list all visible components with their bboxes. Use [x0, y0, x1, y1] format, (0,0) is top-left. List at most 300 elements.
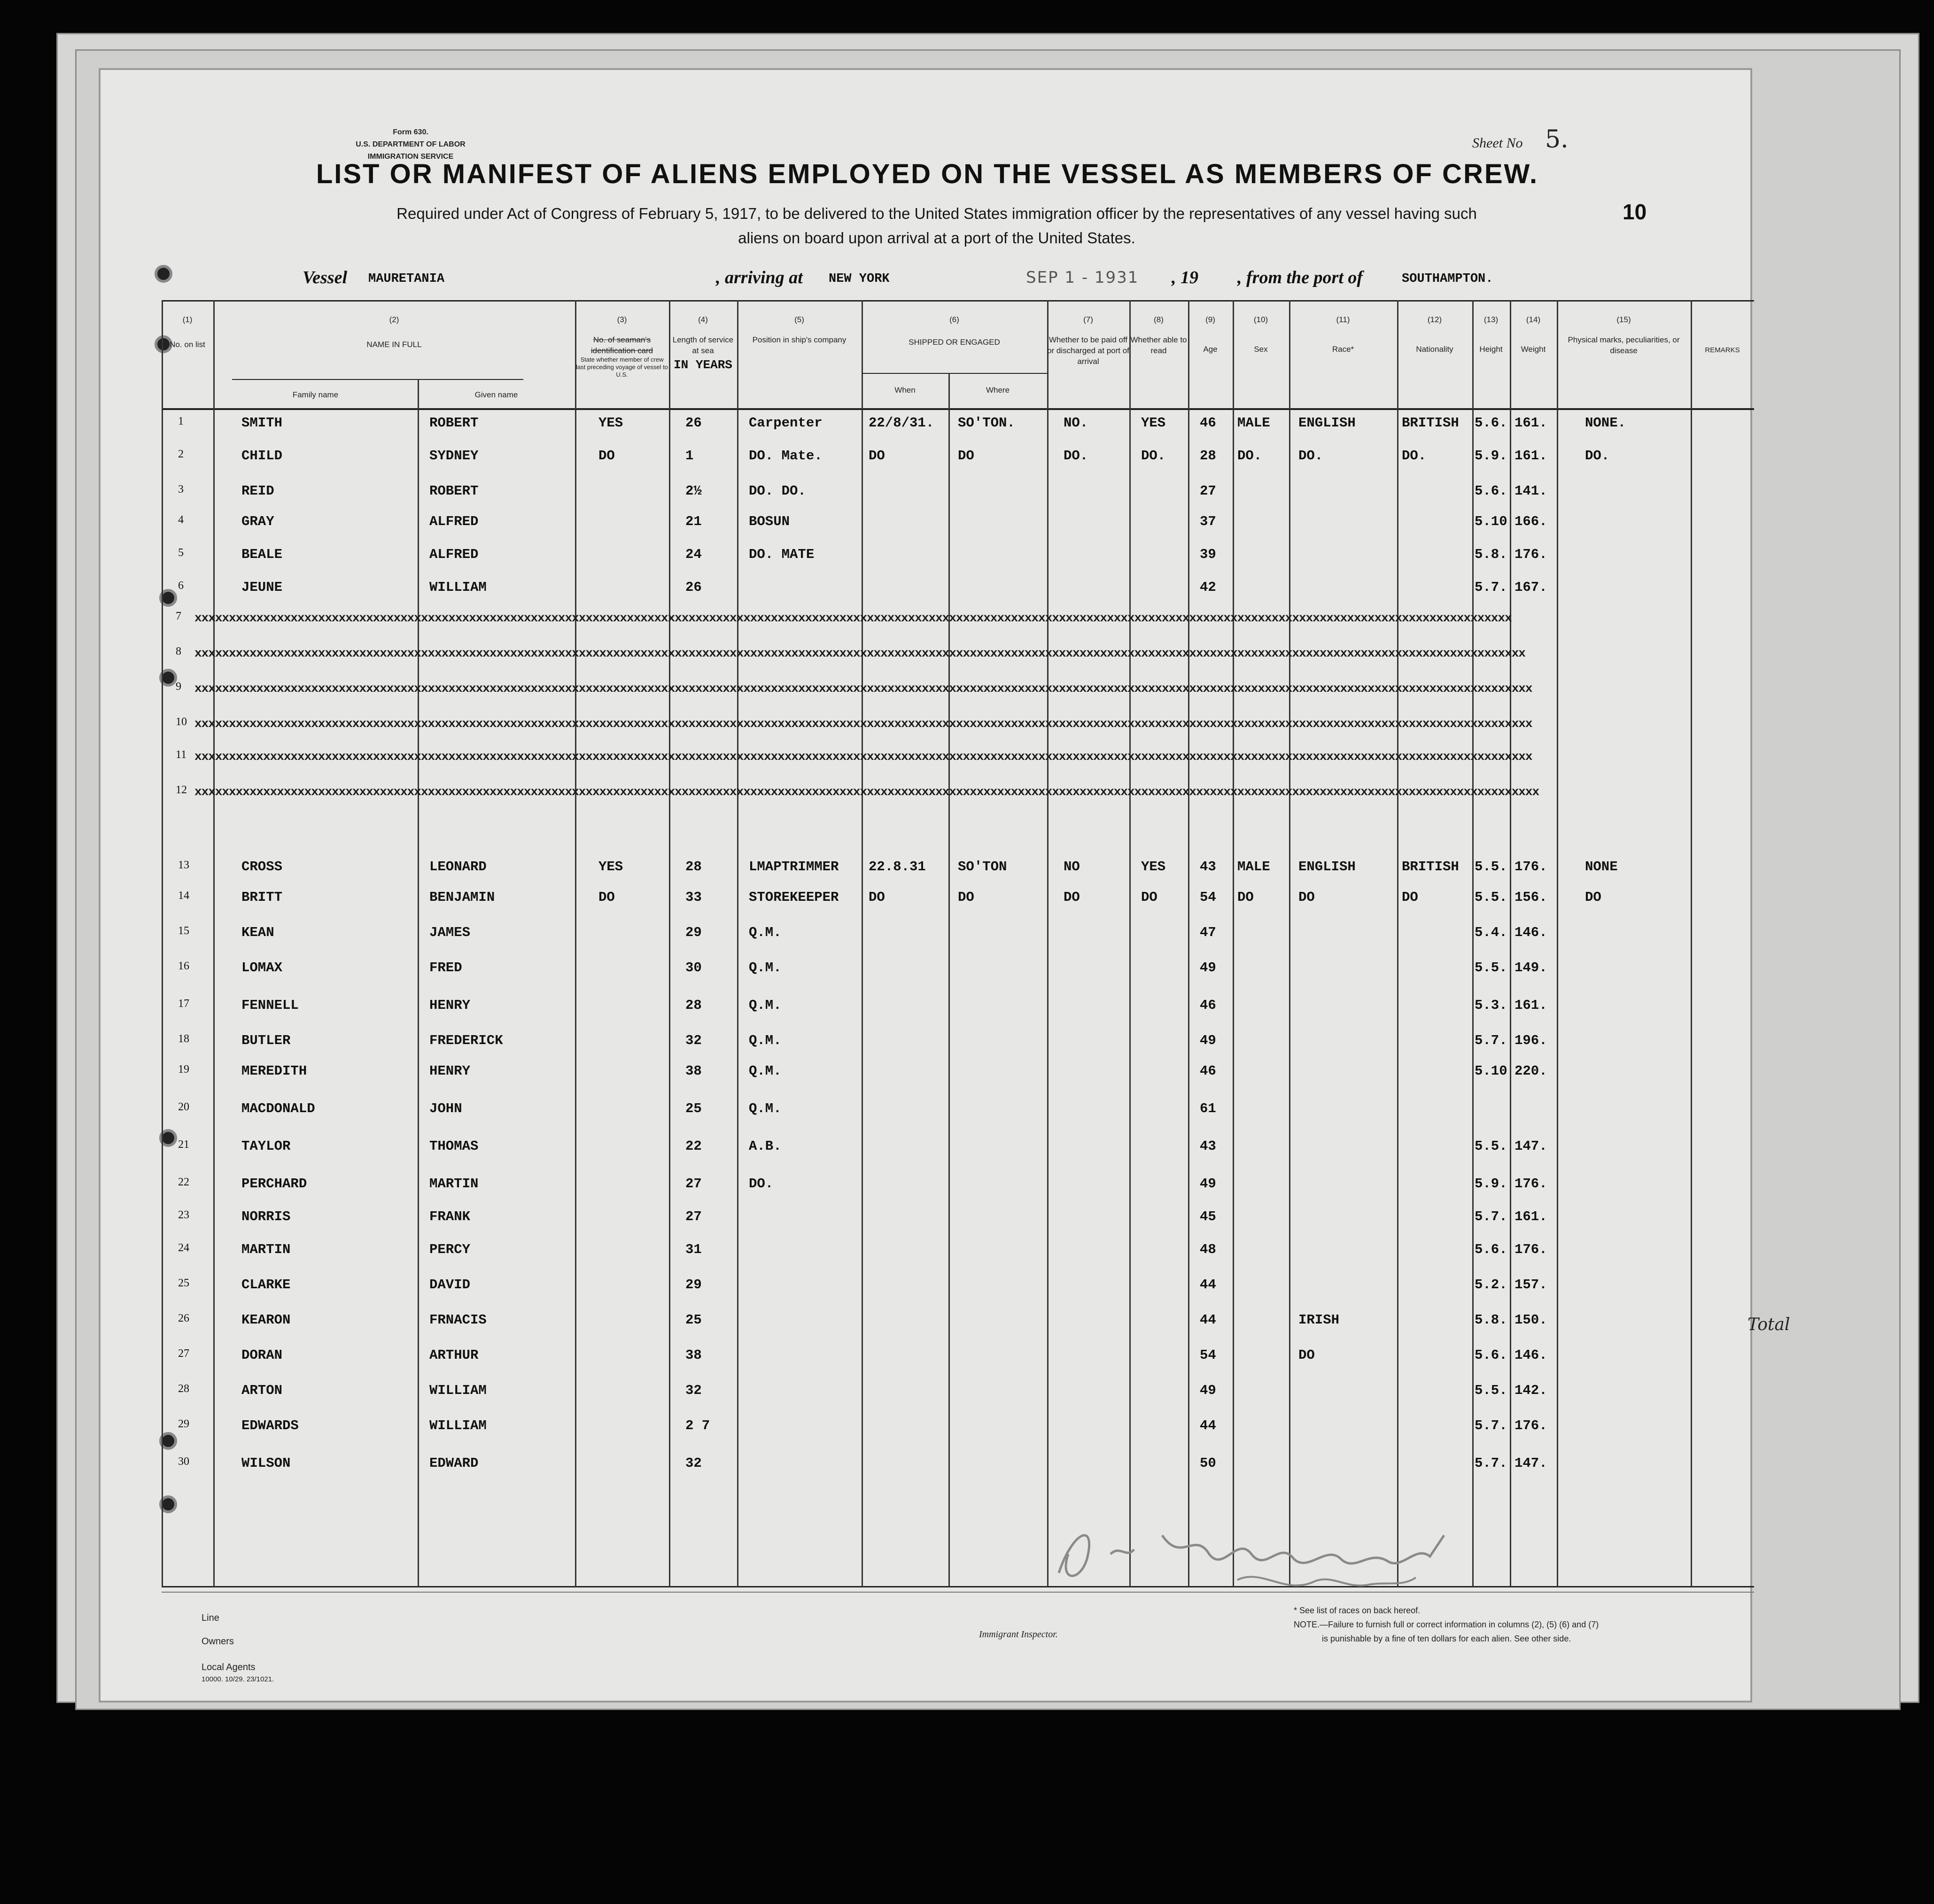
cell-position: Q.M. — [749, 1101, 782, 1116]
cell-position: Q.M. — [749, 998, 782, 1013]
sheet-number — [1472, 125, 1569, 154]
cell-no: 2 — [178, 448, 184, 460]
cell-read: DO — [1141, 890, 1157, 905]
cell-given: FRED — [429, 960, 462, 975]
cell-given: ALFRED — [429, 547, 479, 562]
cell-service: 25 — [685, 1312, 702, 1328]
cell-family: KEARON — [241, 1312, 291, 1328]
department: U.S. DEPARTMENT OF LABOR — [356, 140, 466, 148]
footer-inspector-label: Immigrant Inspector. — [979, 1629, 1058, 1640]
cell-nationality: BRITISH — [1402, 415, 1459, 431]
table-row — [101, 1209, 1754, 1237]
cell-age: 43 — [1200, 859, 1216, 875]
cell-no: 5 — [178, 547, 184, 559]
cell-family: DORAN — [241, 1347, 283, 1363]
cell-no: 29 — [178, 1418, 189, 1430]
col3-label: No. of seaman's identification card — [590, 335, 653, 355]
cell-given: JAMES — [429, 925, 471, 940]
cell-family: EDWARDS — [241, 1418, 299, 1433]
cell-family: BRITT — [241, 890, 283, 905]
form-info — [312, 126, 509, 163]
cell-age: 44 — [1200, 1312, 1216, 1328]
cell-given: HENRY — [429, 998, 471, 1013]
footer-agents-label: Local Agents — [202, 1662, 256, 1672]
cell-position: LMAPTRIMMER — [749, 859, 839, 875]
cell-no: 27 — [178, 1347, 189, 1360]
col9-label: Age — [1203, 345, 1218, 354]
table-row — [101, 415, 1754, 443]
col5-label: Position in ship's company — [752, 335, 847, 344]
cell-position: Q.M. — [749, 960, 782, 975]
table-row — [101, 1033, 1754, 1061]
cell-given: ALFRED — [429, 514, 479, 529]
cell-where: DO — [958, 890, 974, 905]
footer-rule — [162, 1592, 1754, 1593]
cell-family: BEALE — [241, 547, 283, 562]
cell-given: ROBERT — [429, 415, 479, 431]
table-row — [101, 514, 1754, 542]
cell-service: 32 — [685, 1383, 702, 1398]
cell-when: DO — [869, 890, 885, 905]
cell-age: 49 — [1200, 960, 1216, 975]
cell-age: 54 — [1200, 1347, 1216, 1363]
cell-given: JOHN — [429, 1101, 462, 1116]
cell-race: IRISH — [1298, 1312, 1340, 1328]
cell-weight: 166. — [1515, 514, 1547, 529]
cell-height: 5.5. — [1475, 1138, 1507, 1154]
cell-position: A.B. — [749, 1138, 782, 1154]
col12-number: (12) — [1427, 315, 1442, 324]
vessel-line — [303, 267, 1524, 294]
cell-service: 2½ — [685, 483, 702, 499]
cell-service: 28 — [685, 998, 702, 1013]
cell-no: 19 — [178, 1063, 189, 1076]
cell-weight: 161. — [1515, 448, 1547, 464]
cell-position: DO. MATE — [749, 547, 815, 562]
cell-height: 5.6. — [1475, 415, 1507, 431]
struck-row-xline: xxxxxxxxxxxxxxxxxxxxxxxxxxxxxxxxxxxxxxxxxxxxxxxxxxxxxxxxxxxxxxxxxxxxxxxxxxxxxxxxxxxxxxxxxxxxxxxxxxxxxxxxxxxxxxxxxxxxxxxxxxxxxxxxxxxxxxxxxxxxxxxxxxxxxxxxxxxxxxxxxxxxxxxxxxxxxxxxxxxxxxxxxxxxxxxxxxx — [194, 717, 1532, 731]
cell-marks: DO. — [1585, 448, 1610, 464]
cell-family: JEUNE — [241, 580, 283, 595]
cell-weight: 220. — [1515, 1063, 1547, 1079]
table-row — [101, 1312, 1754, 1340]
table-row — [101, 1101, 1754, 1129]
cell-height: 5.5. — [1475, 1383, 1507, 1398]
vessel-name: MAURETANIA — [368, 272, 445, 286]
form-number: Form 630. — [393, 128, 428, 136]
footer-owners-label: Owners — [202, 1636, 234, 1647]
subheader-rule — [862, 373, 1047, 374]
col13-label: Height — [1479, 345, 1503, 354]
cell-card: DO — [598, 890, 615, 905]
cell-age: 48 — [1200, 1242, 1216, 1257]
cell-service: 31 — [685, 1242, 702, 1257]
cell-position: Q.M. — [749, 925, 782, 940]
cell-service: 27 — [685, 1176, 702, 1192]
cell-read: YES — [1141, 415, 1166, 431]
footer-races-note: * See list of races on back hereof. — [1294, 1606, 1421, 1615]
cell-service: 1 — [685, 448, 694, 464]
cell-service: 2 7 — [685, 1418, 710, 1433]
cell-family: TAYLOR — [241, 1138, 291, 1154]
struck-row-number: 7 — [176, 610, 181, 622]
arriving-label: , arriving at — [716, 268, 803, 287]
subtitle-line-2: aliens on board upon arrival at a port of the United States. — [738, 229, 1135, 247]
cell-height: 5.8. — [1475, 547, 1507, 562]
punch-hole — [155, 265, 172, 283]
table-top-rule — [162, 300, 1754, 302]
cell-given: DAVID — [429, 1277, 471, 1293]
cell-nationality: DO. — [1402, 448, 1427, 464]
table-row — [101, 1277, 1754, 1305]
cell-age: 46 — [1200, 1063, 1216, 1079]
cell-family: MARTIN — [241, 1242, 291, 1257]
cell-family: LOMAX — [241, 960, 283, 975]
cell-weight: 141. — [1515, 483, 1547, 499]
cell-sex: DO. — [1237, 448, 1262, 464]
struck-row-number: 10 — [176, 716, 187, 728]
cell-service: 27 — [685, 1209, 702, 1224]
year-label: , 19 — [1172, 268, 1198, 287]
cell-family: CROSS — [241, 859, 283, 875]
cell-no: 17 — [178, 998, 189, 1010]
cell-no: 6 — [178, 580, 184, 592]
cell-marks: NONE — [1585, 859, 1618, 875]
cell-position: DO. DO. — [749, 483, 806, 499]
col2-label: NAME IN FULL — [366, 340, 422, 349]
cell-family: PERCHARD — [241, 1176, 307, 1192]
cell-age: 50 — [1200, 1455, 1216, 1471]
cell-when: 22.8.31 — [869, 859, 926, 875]
col13-number: (13) — [1484, 315, 1499, 324]
cell-age: 44 — [1200, 1277, 1216, 1293]
cell-age: 27 — [1200, 483, 1216, 499]
cell-service: 29 — [685, 925, 702, 940]
from-port: SOUTHAMPTON. — [1402, 272, 1493, 286]
cell-service: 25 — [685, 1101, 702, 1116]
col2-header — [213, 314, 575, 350]
table-row — [101, 448, 1754, 476]
cell-service: 26 — [685, 580, 702, 595]
cell-height: 5.7. — [1475, 1033, 1507, 1048]
struck-row-number: 11 — [176, 749, 187, 761]
cell-height: 5.10 — [1475, 514, 1507, 529]
cell-no: 20 — [178, 1101, 189, 1113]
col14-label: Weight — [1521, 345, 1546, 354]
cell-given: LEONARD — [429, 859, 487, 875]
from-label: , from the port of — [1237, 268, 1363, 287]
cell-weight: 161. — [1515, 415, 1547, 431]
cell-service: 28 — [685, 859, 702, 875]
table-row — [101, 998, 1754, 1026]
cell-position: STOREKEEPER — [749, 890, 839, 905]
cell-nationality: DO — [1402, 890, 1418, 905]
cell-given: WILLIAM — [429, 580, 487, 595]
cell-no: 14 — [178, 890, 189, 902]
col4-number: (4) — [698, 315, 708, 324]
cell-height: 5.7. — [1475, 580, 1507, 595]
cell-weight: 146. — [1515, 925, 1547, 940]
cell-weight: 176. — [1515, 1176, 1547, 1192]
col3-header — [575, 314, 669, 379]
cell-card: DO — [598, 448, 615, 464]
col6-when-header: When — [894, 386, 916, 395]
table-row — [101, 960, 1754, 988]
col11-header — [1289, 314, 1397, 355]
cell-sex: DO — [1237, 890, 1254, 905]
cell-height: 5.6. — [1475, 1347, 1507, 1363]
cell-height: 5.5. — [1475, 859, 1507, 875]
cell-height: 5.7. — [1475, 1209, 1507, 1224]
cell-given: ARTHUR — [429, 1347, 479, 1363]
cell-weight: 146. — [1515, 1347, 1547, 1363]
cell-weight: 176. — [1515, 547, 1547, 562]
table-row — [101, 547, 1754, 575]
table-row — [101, 1418, 1754, 1446]
cell-family: ARTON — [241, 1383, 283, 1398]
cell-height: 5.5. — [1475, 890, 1507, 905]
cell-weight: 147. — [1515, 1138, 1547, 1154]
cell-no: 30 — [178, 1455, 189, 1468]
sheet-label: Sheet No — [1472, 135, 1523, 151]
cell-weight: 150. — [1515, 1312, 1547, 1328]
cell-family: MEREDITH — [241, 1063, 307, 1079]
footer-note-1: NOTE.—Failure to furnish full or correct information in columns (2), (5) (6) and (7) — [1294, 1620, 1599, 1629]
col4-label: Length of service at sea — [672, 335, 734, 355]
cell-weight: 161. — [1515, 1209, 1547, 1224]
cell-race: DO. — [1298, 448, 1323, 464]
subheader-rule — [232, 379, 523, 380]
cell-no: 25 — [178, 1277, 189, 1289]
table-row — [101, 1242, 1754, 1270]
cell-service: 24 — [685, 547, 702, 562]
cell-no: 15 — [178, 925, 189, 937]
cell-age: 45 — [1200, 1209, 1216, 1224]
cell-given: WILLIAM — [429, 1418, 487, 1433]
cell-no: 23 — [178, 1209, 189, 1221]
col8-label: Whether able to read — [1130, 335, 1187, 355]
col8-number: (8) — [1154, 315, 1164, 324]
struck-row-xline: xxxxxxxxxxxxxxxxxxxxxxxxxxxxxxxxxxxxxxxxxxxxxxxxxxxxxxxxxxxxxxxxxxxxxxxxxxxxxxxxxxxxxxxxxxxxxxxxxxxxxxxxxxxxxxxxxxxxxxxxxxxxxxxxxxxxxxxxxxxxxxxxxxxxxxxxxxxxxxxxxxxxxxxxxxxxxxxxxxxxxxxxxxxxxxxx — [194, 611, 1512, 625]
cell-height: 5.2. — [1475, 1277, 1507, 1293]
cell-height: 5.3. — [1475, 998, 1507, 1013]
arriving-port: NEW YORK — [829, 272, 890, 286]
struck-row-xline: xxxxxxxxxxxxxxxxxxxxxxxxxxxxxxxxxxxxxxxxxxxxxxxxxxxxxxxxxxxxxxxxxxxxxxxxxxxxxxxxxxxxxxxxxxxxxxxxxxxxxxxxxxxxxxxxxxxxxxxxxxxxxxxxxxxxxxxxxxxxxxxxxxxxxxxxxxxxxxxxxxxxxxxxxxxxxxxxxxxxxxxxxxxxxxxxxxxx — [194, 785, 1539, 799]
vessel-label: Vessel — [303, 268, 347, 287]
cell-weight: 176. — [1515, 1242, 1547, 1257]
cell-read: DO. — [1141, 448, 1166, 464]
cell-nationality: BRITISH — [1402, 859, 1459, 875]
cell-sex: MALE — [1237, 415, 1270, 431]
cell-age: 46 — [1200, 415, 1216, 431]
struck-row-number: 12 — [176, 784, 187, 796]
cell-family: CHILD — [241, 448, 283, 464]
table-row — [101, 890, 1754, 918]
cell-age: 49 — [1200, 1033, 1216, 1048]
col4-header — [669, 314, 737, 371]
col11-number: (11) — [1336, 315, 1350, 324]
table-row — [101, 580, 1754, 608]
cell-height: 5.7. — [1475, 1455, 1507, 1471]
cell-race: ENGLISH — [1298, 859, 1356, 875]
cell-service: 32 — [685, 1455, 702, 1471]
cell-family: SMITH — [241, 415, 283, 431]
cell-position: DO. — [749, 1176, 774, 1192]
cell-weight: 167. — [1515, 580, 1547, 595]
col6-number: (6) — [949, 315, 959, 324]
cell-given: WILLIAM — [429, 1383, 487, 1398]
col1-number: (1) — [182, 315, 193, 324]
cell-no: 3 — [178, 483, 184, 495]
col10-header — [1233, 314, 1289, 355]
cell-family: WILSON — [241, 1455, 291, 1471]
cell-service: 38 — [685, 1063, 702, 1079]
col10-label: Sex — [1254, 345, 1268, 354]
struck-row-number: 8 — [176, 645, 181, 658]
page-subtitle — [288, 201, 1585, 250]
cell-paid: DO. — [1064, 448, 1088, 464]
cell-where: SO'TON — [958, 859, 1007, 875]
cell-weight: 149. — [1515, 960, 1547, 975]
cell-no: 1 — [178, 415, 184, 427]
cell-family: FENNELL — [241, 998, 299, 1013]
cell-race: DO — [1298, 1347, 1315, 1363]
col12-header — [1397, 314, 1472, 355]
inspector-signature — [1040, 1502, 1486, 1601]
footer-line-label: Line — [202, 1613, 219, 1623]
cell-marks: DO — [1585, 890, 1601, 905]
col9-header — [1188, 314, 1233, 355]
table-row — [101, 859, 1754, 887]
cell-height: 5.5. — [1475, 960, 1507, 975]
cell-height: 5.9. — [1475, 1176, 1507, 1192]
cell-paid: NO — [1064, 859, 1080, 875]
cell-position: Carpenter — [749, 415, 823, 431]
cell-service: 29 — [685, 1277, 702, 1293]
table-row — [101, 925, 1754, 953]
cell-family: MACDONALD — [241, 1101, 315, 1116]
cell-no: 21 — [178, 1138, 189, 1151]
col6-where-header: Where — [986, 386, 1010, 395]
subtitle-line-1: Required under Act of Congress of February 5, 1917, to be delivered to the United States immigration officer by the representatives of any vessel having such — [396, 205, 1477, 222]
cell-age: 46 — [1200, 998, 1216, 1013]
col15-label: Physical marks, peculiarities, or disease — [1568, 335, 1680, 355]
manifest-sheet — [99, 68, 1752, 1703]
cell-age: 54 — [1200, 890, 1216, 905]
col3-note: State whether member of crew last preceding voyage of vessel to U.S. — [576, 356, 668, 378]
col14-header — [1510, 314, 1557, 355]
cell-sex: MALE — [1237, 859, 1270, 875]
struck-row-xline: xxxxxxxxxxxxxxxxxxxxxxxxxxxxxxxxxxxxxxxxxxxxxxxxxxxxxxxxxxxxxxxxxxxxxxxxxxxxxxxxxxxxxxxxxxxxxxxxxxxxxxxxxxxxxxxxxxxxxxxxxxxxxxxxxxxxxxxxxxxxxxxxxxxxxxxxxxxxxxxxxxxxxxxxxxxxxxxxxxxxxxxxxxxxxxxxxx — [194, 646, 1525, 660]
col10-number: (10) — [1253, 315, 1268, 324]
cell-height: 5.6. — [1475, 483, 1507, 499]
cell-given: EDWARD — [429, 1455, 479, 1471]
total-label: Total — [1748, 1315, 1790, 1334]
col4-years: IN YEARS — [674, 358, 732, 372]
cell-weight: 156. — [1515, 890, 1547, 905]
col2-given-header: Given name — [474, 390, 518, 399]
col13-header — [1472, 314, 1510, 355]
cell-card: YES — [598, 859, 623, 875]
cell-when: 22/8/31. — [869, 415, 934, 431]
cell-age: 39 — [1200, 547, 1216, 562]
cell-age: 43 — [1200, 1138, 1216, 1154]
cell-height: 5.8. — [1475, 1312, 1507, 1328]
cell-position: BOSUN — [749, 514, 790, 529]
table-row — [101, 1347, 1754, 1376]
cell-given: BENJAMIN — [429, 890, 495, 905]
cell-height: 5.6. — [1475, 1242, 1507, 1257]
col11-label: Race* — [1332, 345, 1354, 354]
cell-family: KEAN — [241, 925, 274, 940]
cell-paid: NO. — [1064, 415, 1088, 431]
col9-number: (9) — [1205, 315, 1215, 324]
date-stamp: SEP 1 - 1931 — [1026, 268, 1139, 287]
cell-height: 5.9. — [1475, 448, 1507, 464]
cell-when: DO — [869, 448, 885, 464]
cell-no: 22 — [178, 1176, 189, 1188]
struck-row-number: 9 — [176, 681, 181, 693]
cell-weight: 176. — [1515, 1418, 1547, 1433]
cell-age: 61 — [1200, 1101, 1216, 1116]
col5-header — [737, 314, 862, 345]
col8-header — [1129, 314, 1188, 356]
cell-weight: 161. — [1515, 998, 1547, 1013]
page-title: LIST OR MANIFEST OF ALIENS EMPLOYED ON THE VESSEL AS MEMBERS OF CREW. — [316, 159, 1539, 189]
cell-age: 28 — [1200, 448, 1216, 464]
col6-label: SHIPPED OR ENGAGED — [909, 338, 1000, 347]
sheet-value: 5. — [1545, 125, 1569, 154]
table-row — [101, 1138, 1754, 1167]
cell-given: HENRY — [429, 1063, 471, 1079]
cell-age: 37 — [1200, 514, 1216, 529]
col1-header — [162, 314, 213, 350]
cell-given: FRANK — [429, 1209, 471, 1224]
cell-weight: 157. — [1515, 1277, 1547, 1293]
cell-service: 38 — [685, 1347, 702, 1363]
cell-service: 32 — [685, 1033, 702, 1048]
col2-family-header: Family name — [292, 390, 339, 399]
cell-no: 26 — [178, 1312, 189, 1324]
cell-height: 5.10 — [1475, 1063, 1507, 1079]
cell-card: YES — [598, 415, 623, 431]
col7-label: Whether to be paid off or discharged at port of arrival — [1047, 335, 1129, 366]
cell-age: 44 — [1200, 1418, 1216, 1433]
cell-marks: NONE. — [1585, 415, 1626, 431]
cell-family: REID — [241, 483, 274, 499]
cell-no: 18 — [178, 1033, 189, 1045]
cell-no: 28 — [178, 1383, 189, 1395]
remarks-header: REMARKS — [1705, 346, 1740, 354]
cell-weight: 196. — [1515, 1033, 1547, 1048]
service: IMMIGRATION SERVICE — [367, 153, 454, 161]
col7-number: (7) — [1083, 315, 1093, 324]
table-bottom-rule — [162, 1586, 1754, 1587]
cell-given: MARTIN — [429, 1176, 479, 1192]
col5-number: (5) — [794, 315, 804, 324]
cell-race: ENGLISH — [1298, 415, 1356, 431]
table-row — [101, 1383, 1754, 1411]
table-row — [101, 1176, 1754, 1204]
cell-read: YES — [1141, 859, 1166, 875]
cell-height: 5.7. — [1475, 1418, 1507, 1433]
cell-age: 49 — [1200, 1383, 1216, 1398]
cell-service: 33 — [685, 890, 702, 905]
cell-family: NORRIS — [241, 1209, 291, 1224]
cell-weight: 142. — [1515, 1383, 1547, 1398]
cell-age: 42 — [1200, 580, 1216, 595]
cell-position: DO. Mate. — [749, 448, 823, 464]
